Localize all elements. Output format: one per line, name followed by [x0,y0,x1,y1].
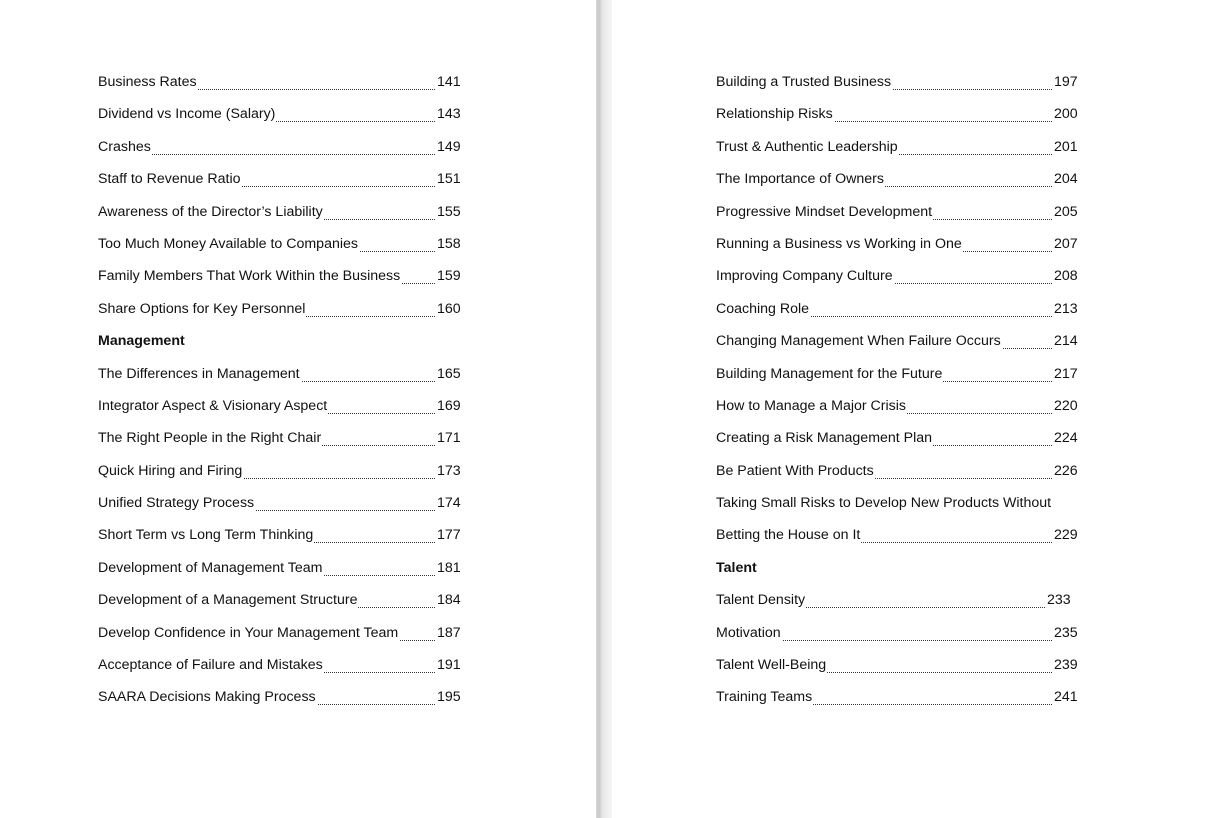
toc-entry [98,167,461,199]
toc-entry [98,135,461,167]
toc-page-number: 195 [436,685,461,709]
toc-page-number: 169 [436,394,461,418]
toc-page-number: 200 [1053,102,1078,126]
toc-page-left [98,70,461,718]
toc-entry [716,297,1078,329]
toc-page-number: 171 [436,426,461,450]
toc-page-number: 173 [436,459,461,483]
toc-entry-title: Development of a Management Structure [98,592,358,609]
toc-entry [98,459,461,491]
toc-entry [716,621,1078,653]
toc-page-right [716,70,1078,718]
toc-entry-title: Progressive Mindset Development [716,203,933,220]
toc-page-number: 151 [436,167,461,191]
toc-entry [716,685,1078,717]
toc-entry [716,329,1078,361]
toc-entry-title: Changing Management When Failure Occurs [716,333,1001,350]
toc-page-number: 155 [436,200,461,224]
toc-section-heading [98,329,401,361]
toc-page-number: 208 [1053,264,1078,288]
section-heading-label: Management [98,333,185,350]
toc-entry-title: Running a Business vs Working in One [716,235,962,252]
toc-entry-title: Develop Confidence in Your Management Team [98,624,399,641]
toc-entry-title: The Importance of Owners [716,171,884,188]
toc-entry [98,685,461,717]
toc-page-number: 201 [1053,135,1078,159]
toc-page-number: 235 [1053,621,1078,645]
toc-entry [716,70,1078,102]
toc-entry-title: Building a Trusted Business [716,74,892,90]
toc-entry [98,426,461,458]
toc-entry [98,556,461,588]
toc-page-number: 187 [436,621,461,645]
toc-entry [98,70,461,102]
toc-entry-title: Short Term vs Long Term Thinking [98,527,314,544]
toc-entry [98,362,461,394]
toc-page-number: 149 [436,135,461,159]
toc-page-number: 217 [1053,362,1078,386]
toc-entry-title: Development of Management Team [98,559,323,576]
toc-entry [716,459,1078,491]
toc-page-number: 213 [1053,297,1078,321]
toc-page-number: 165 [436,362,461,386]
toc-entry [716,362,1078,394]
toc-entry-title: Share Options for Key Personnel [98,300,306,317]
toc-entry-title: Too Much Money Available to Companies [98,235,358,252]
toc-entry [98,523,461,555]
toc-entry-title: Creating a Risk Management Plan [716,430,933,447]
page-gutter [596,0,612,818]
toc-entry-title: Training Teams [716,689,813,706]
toc-page-number: 177 [436,523,461,547]
toc-entry [98,264,461,296]
toc-entry-title: Relationship Risks [716,106,833,123]
toc-page-number: 174 [436,491,461,515]
toc-entry [716,102,1078,134]
toc-section-heading [716,556,1052,588]
toc-page-number: 214 [1053,329,1078,353]
toc-page-number: 226 [1053,459,1078,483]
toc-page-number: 197 [1053,70,1078,94]
toc-entry [98,394,461,426]
toc-entry [716,264,1078,296]
toc-page-number: 207 [1053,232,1078,256]
toc-page-number: 160 [436,297,461,321]
toc-entry-title: Coaching Role [716,300,810,317]
toc-entry [716,232,1078,264]
toc-page-number: 204 [1053,167,1078,191]
toc-entry-title: How to Manage a Major Crisis [716,397,907,414]
toc-entry-title: Taking Small Risks to Develop New Products Without [716,495,1052,512]
toc-entry-title: Quick Hiring and Firing [98,462,243,479]
toc-entry [716,200,1078,232]
toc-entry [716,426,1078,458]
toc-page-number: 191 [436,653,461,677]
toc-entry [98,491,461,523]
toc-entry [716,394,1078,426]
toc-page-number: 229 [1053,523,1078,547]
toc-page-number: 181 [436,556,461,580]
section-heading-label: Talent [716,559,757,576]
toc-entry [716,588,1071,620]
toc-page-number: 220 [1053,394,1078,418]
toc-entry [98,653,461,685]
toc-entry-title: The Differences in Management [98,365,300,382]
toc-entry-title: Building Management for the Future [716,365,943,382]
toc-page-number: 205 [1053,200,1078,224]
toc-page-number: 224 [1053,426,1078,450]
toc-entry-title: Awareness of the Director’s Liability [98,203,323,220]
toc-entry-title: Staff to Revenue Ratio [98,171,241,188]
toc-page-number: 233 [1046,588,1071,612]
toc-entry-title: Motivation [716,624,781,641]
toc-entry [716,167,1078,199]
toc-entry-title: The Right People in the Right Chair [98,430,322,447]
toc-page-number: 239 [1053,653,1078,677]
toc-entry [98,588,461,620]
toc-entry-title: Integrator Aspect & Visionary Aspect [98,397,328,414]
toc-entry [716,135,1078,167]
toc-page-number: 158 [436,232,461,256]
toc-entry-title: Business Rates [98,74,197,90]
toc-entry-title: Talent Well-Being [716,657,827,674]
toc-entry [98,200,461,232]
toc-entry-title: Trust & Authentic Leadership [716,138,898,155]
toc-entry-continued [716,491,1052,523]
toc-page-number: 141 [436,70,461,94]
toc-entry [98,102,461,134]
toc-entry [98,232,461,264]
toc-entry-title: Dividend vs Income (Salary) [98,106,276,123]
toc-entry-title: Talent Density [716,592,806,609]
toc-entry-title: Be Patient With Products [716,462,874,479]
toc-entry [98,621,461,653]
toc-entry-title: Betting the House on It [716,527,861,544]
toc-entry-title: Family Members That Work Within the Business [98,268,401,285]
toc-entry-title: Improving Company Culture [716,268,893,285]
toc-page-number: 241 [1053,685,1078,709]
toc-page-number: 143 [436,102,461,126]
toc-entry [716,653,1078,685]
toc-entry-title: Unified Strategy Process [98,495,255,512]
toc-entry-title: SAARA Decisions Making Process [98,689,316,706]
toc-page-number: 159 [436,264,461,288]
toc-entry [98,297,461,329]
toc-entry-title: Acceptance of Failure and Mistakes [98,657,323,674]
toc-page-number: 184 [436,588,461,612]
toc-entry [716,523,1078,555]
toc-entry-title: Crashes [98,138,151,155]
